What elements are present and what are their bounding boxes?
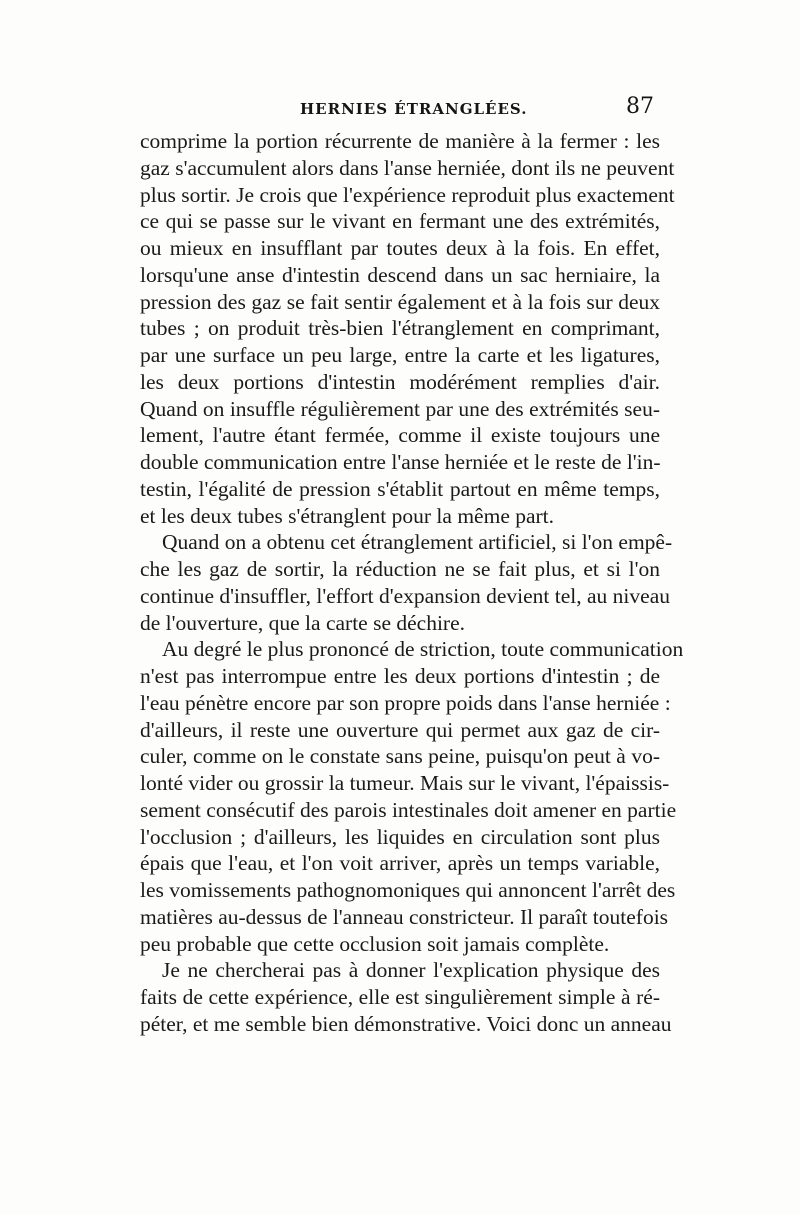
page-header <box>140 96 660 126</box>
text-line: culer, comme on le constate sans peine, puisqu'on peut à vo- <box>140 744 660 769</box>
text-line: matières au-dessus de l'anneau constricteur. Il paraît toutefois <box>140 904 669 929</box>
text-line: pression des gaz se fait sentir également et à la fois sur deux <box>140 289 660 314</box>
text-line: lonté vider ou grossir la tumeur. Mais sur le vivant, l'épaissis- <box>140 771 670 795</box>
text-line: péter, et me semble bien démonstrative. Voici donc un anneau <box>140 1011 672 1036</box>
text-line: ou mieux en insufflant par toutes deux à la fois. En effet, <box>140 236 660 260</box>
text-line: par une surface un peu large, entre la carte et les ligatures, <box>140 343 660 367</box>
text-line: ce qui se passe sur le vivant en fermant une des extrémités, <box>140 209 660 234</box>
body-text <box>140 128 684 1038</box>
paragraph <box>140 957 672 1037</box>
text-line: lorsqu'une anse d'intestin descend dans un sac herniaire, la <box>140 262 660 287</box>
paragraph <box>140 128 675 529</box>
text-line: et les deux tubes s'étranglent pour la même part. <box>140 503 555 528</box>
text-line: l'eau pénètre encore par son propre poids dans l'anse herniée : <box>140 690 671 715</box>
page-number: 87 <box>626 94 654 119</box>
text-line: épais que l'eau, et l'on voit arriver, après un temps variable, <box>140 851 660 876</box>
text-line: tubes ; on produit très-bien l'étranglement en comprimant, <box>140 316 660 341</box>
text-line: les deux portions d'intestin modérément remplies d'air. <box>140 369 660 394</box>
text-line: che les gaz de sortir, la réduction ne se fait plus, et si l'on <box>140 557 660 581</box>
text-line: faits de cette expérience, elle est singulièrement simple à ré- <box>140 985 660 1009</box>
running-head: HERNIES ÉTRANGLÉES. <box>300 100 528 118</box>
paragraph <box>140 636 684 957</box>
text-line: l'occlusion ; d'ailleurs, les liquides en circulation sont plus <box>140 824 660 849</box>
text-line: sement consécutif des parois intestinales doit amener en partie <box>140 797 677 822</box>
text-line: Quand on a obtenu cet étranglement artificiel, si l'on empê- <box>162 530 673 555</box>
text-line: continue d'insuffler, l'effort d'expansion devient tel, au niveau <box>140 583 670 608</box>
text-line: lement, l'autre étant fermée, comme il existe toujours une <box>140 423 660 448</box>
text-line: comprime la portion récurrente de manière à la fermer : les <box>140 129 660 153</box>
text-line: d'ailleurs, il reste une ouverture qui permet aux gaz de cir- <box>140 717 660 742</box>
text-line: testin, l'égalité de pression s'établit partout en même temps, <box>140 476 660 501</box>
text-line: double communication entre l'anse herniée et le reste de l'in- <box>140 450 661 474</box>
text-line: les vomissements pathognomoniques qui annoncent l'arrêt des <box>140 878 676 902</box>
text-line: n'est pas interrompue entre les deux portions d'intestin ; de <box>140 664 660 688</box>
text-line: Au degré le plus prononcé de striction, toute communication <box>162 637 684 662</box>
text-line: Je ne chercherai pas à donner l'explication physique des <box>162 958 660 983</box>
text-line: Quand on insuffle régulièrement par une des extrémités seu- <box>140 396 660 421</box>
text-line: plus sortir. Je crois que l'expérience reproduit plus exactement <box>140 182 675 207</box>
text-line: de l'ouverture, que la carte se déchire. <box>140 610 466 635</box>
text-line: peu probable que cette occlusion soit jamais complète. <box>140 931 610 956</box>
text-line: gaz s'accumulent alors dans l'anse herniée, dont ils ne peuvent <box>140 155 675 180</box>
paragraph <box>140 529 673 636</box>
